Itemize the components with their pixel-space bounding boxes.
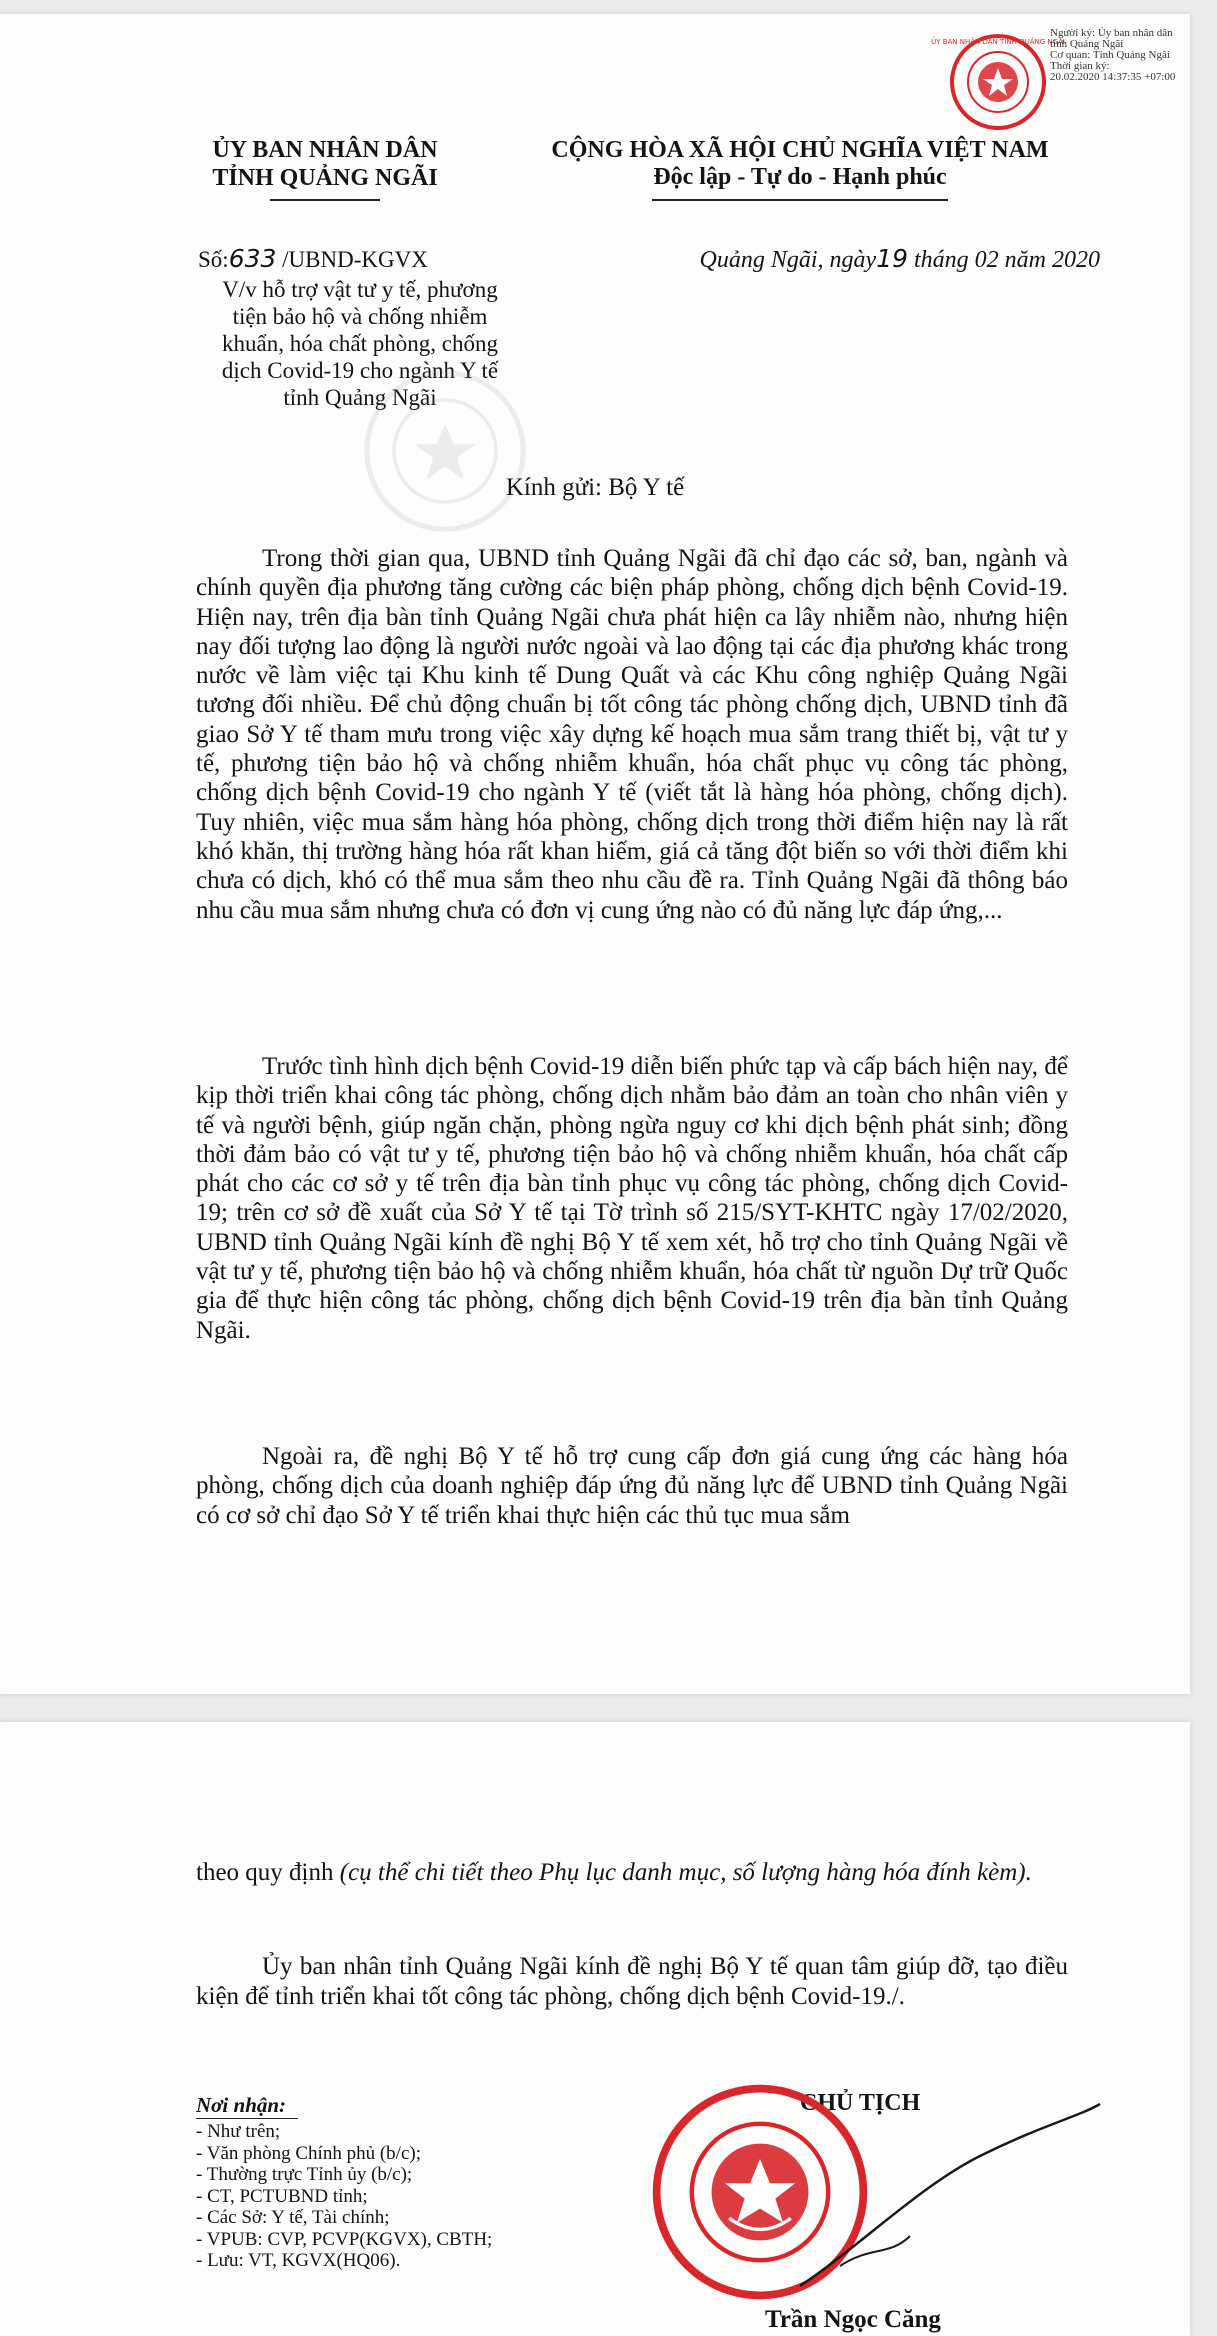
- place-date: [600, 244, 1100, 274]
- place-suffix: tháng 02 năm 2020: [908, 247, 1100, 273]
- day-handwritten: 19: [876, 244, 908, 273]
- document-page-1: [0, 14, 1190, 1694]
- number-handwritten: 633: [228, 244, 277, 273]
- small-seal-text: ỦY BAN NHÂN DÂN TỈNH QUẢNG NGÃI: [931, 38, 1065, 46]
- agency-line-1: ỦY BAN NHÂN DÂN: [212, 137, 438, 163]
- body-paragraph-1: Trong thời gian qua, UBND tỉnh Quảng Ngãi đã chỉ đạo các sở, ban, ngành và chính quyền địa phương tăng cường các biện pháp phòng, chống dịch bệnh Covid-19. Hiện nay, trên địa bàn tỉnh Quảng Ngãi chưa phát hiện ca lây nhiễm nào, nhưng hiện nay đối tượng lao động là người nước ngoài và lao động tại các địa phương khác trong nước về làm việc tại Khu kinh tế Dung Quất và các Khu công nghiệp Quảng Ngãi tương đối nhiều. Để chủ động chuẩn bị tốt công tác phòng chống dịch, UBND tỉnh đã giao Sở Y tế tham mưu trong việc xây dựng kế hoạch mua sắm trang thiết bị, vật tư y tế, phương tiện bảo hộ và chống nhiễm khuẩn, hóa chất phục vụ công tác phòng, chống dịch bệnh Covid-19 cho ngành Y tế (viết tắt là hàng hóa phòng, chống dịch). Tuy nhiên, việc mua sắm hàng hóa phòng, chống dịch trong thời điểm hiện nay là rất khó khăn, thị trường hàng hóa rất khan hiếm, giá cả tăng đột biến so với thời điểm khi chưa có dịch, khó có thể mua sắm theo nhu cầu đề ra. Tỉnh Quảng Ngãi đã thông báo nhu cầu mua sắm nhưng chưa có đơn vị cung ứng nào có đủ năng lực đáp ứng,...: [196, 545, 1068, 924]
- subject-line: tỉnh Quảng Ngãi: [283, 385, 437, 410]
- salutation: Kính gửi: Bộ Y tế: [505, 474, 685, 501]
- agency-line-2: TỈNH QUẢNG NGÃI: [212, 165, 438, 191]
- recipients-underline: [196, 2118, 298, 2119]
- subject-line: V/v hỗ trợ vật tư y tế, phương: [222, 277, 498, 302]
- recipient-item: - Các Sở: Y tế, Tài chính;: [196, 2207, 390, 2228]
- agency-underline: [270, 199, 380, 201]
- recipient-item: - Lưu: VT, KGVX(HQ06).: [196, 2250, 401, 2271]
- nation-title: CỘNG HÒA XÃ HỘI CHỦ NGHĨA VIỆT NAM: [551, 137, 1049, 163]
- motto-underline: [652, 199, 948, 201]
- continuation-italic: (cụ thể chi tiết theo Phụ lục danh mục, số lượng hàng hóa đính kèm).: [339, 1859, 1032, 1886]
- national-motto: Độc lập - Tự do - Hạnh phúc: [653, 164, 947, 190]
- signature-time-value: 20.02.2020 14:37:35 +07:00: [1050, 71, 1176, 83]
- subject-line: khuẩn, hóa chất phòng, chống: [222, 331, 498, 356]
- signature-signer: Người ký: Ủy ban nhân dân tỉnh Quảng Ngãi: [1050, 27, 1173, 50]
- handwritten-signature: [780, 2096, 1110, 2306]
- continuation-text: theo quy định: [196, 1859, 340, 1886]
- watermark-seal-icon: [360, 366, 530, 536]
- recipient-item: - Thường trực Tỉnh ủy (b/c);: [196, 2164, 413, 2185]
- recipient-item: - Văn phòng Chính phủ (b/c);: [196, 2142, 421, 2164]
- digital-signature-info: [1050, 28, 1190, 83]
- body-paragraph-3: Ngoài ra, đề nghị Bộ Y tế hỗ trợ cung cấp đơn giá cung ứng các hàng hóa phòng, chống dịch của doanh nghiệp đáp ứng đủ năng lực để UBND tỉnh Quảng Ngãi có cơ sở chỉ đạo Sở Y tế triển khai thực hiện các thủ tục mua sắm: [196, 1443, 1068, 1529]
- number-prefix: Số:: [198, 247, 229, 272]
- subject-line: tiện bảo hộ và chống nhiễm: [232, 304, 488, 329]
- closing-paragraph: Ủy ban nhân tỉnh Quảng Ngãi kính đề nghị Bộ Y tế quan tâm giúp đỡ, tạo điều kiện để tỉnh triển khai tốt công tác phòng, chống dịch bệnh Covid-19./.: [196, 1953, 1068, 2010]
- recipient-item: - CT, PCTUBND tỉnh;: [196, 2185, 368, 2207]
- recipients-title: Nơi nhận:: [196, 2093, 287, 2117]
- body-paragraph-2: Trước tình hình dịch bệnh Covid-19 diễn biến phức tạp và cấp bách hiện nay, để kịp thời triển khai công tác phòng, chống dịch nhằm bảo đảm an toàn cho nhân viên y tế và người bệnh, giúp ngăn chặn, phòng ngừa nguy cơ khi dịch bệnh phát sinh; đồng thời đảm bảo có vật tư y tế, phương tiện bảo hộ và chống nhiễm khuẩn, hóa chất cấp phát cho các cơ sở y tế trên địa bàn tỉnh phục vụ công tác phòng, chống dịch Covid-19; trên cơ sở đề xuất của Sở Y tế tại Tờ trình số 215/SYT-KHTC ngày 17/02/2020, UBND tỉnh Quảng Ngãi kính đề nghị Bộ Y tế xem xét, hỗ trợ cho tỉnh Quảng Ngãi về vật tư y tế, phương tiện bảo hộ và chống nhiễm khuẩn, hóa chất từ nguồn Dự trữ Quốc gia để thực hiện công tác phòng, chống dịch bệnh Covid-19 trên địa bàn tỉnh Quảng Ngãi.: [196, 1053, 1068, 1344]
- continuation-paragraph: [196, 1858, 1068, 1888]
- document-number: [198, 244, 428, 273]
- recipient-item: - VPUB: CVP, PCVP(KGVX), CBTH;: [196, 2228, 493, 2250]
- recipients-list: [196, 2121, 492, 2272]
- signer-title: CHỦ TỊCH: [800, 2090, 921, 2116]
- recipient-item: - Như trên;: [196, 2121, 281, 2142]
- number-suffix: /UBND-KGVX: [276, 247, 428, 272]
- signature-agency: Cơ quan: Tỉnh Quảng Ngãi: [1050, 49, 1170, 61]
- signer-name: Trần Ngọc Căng: [765, 2306, 941, 2333]
- signature-time-label: Thời gian ký:: [1050, 60, 1110, 72]
- subject-line: dịch Covid-19 cho ngành Y tế: [221, 358, 499, 383]
- small-seal-icon: [931, 32, 1065, 132]
- place-prefix: Quảng Ngãi, ngày: [699, 247, 877, 273]
